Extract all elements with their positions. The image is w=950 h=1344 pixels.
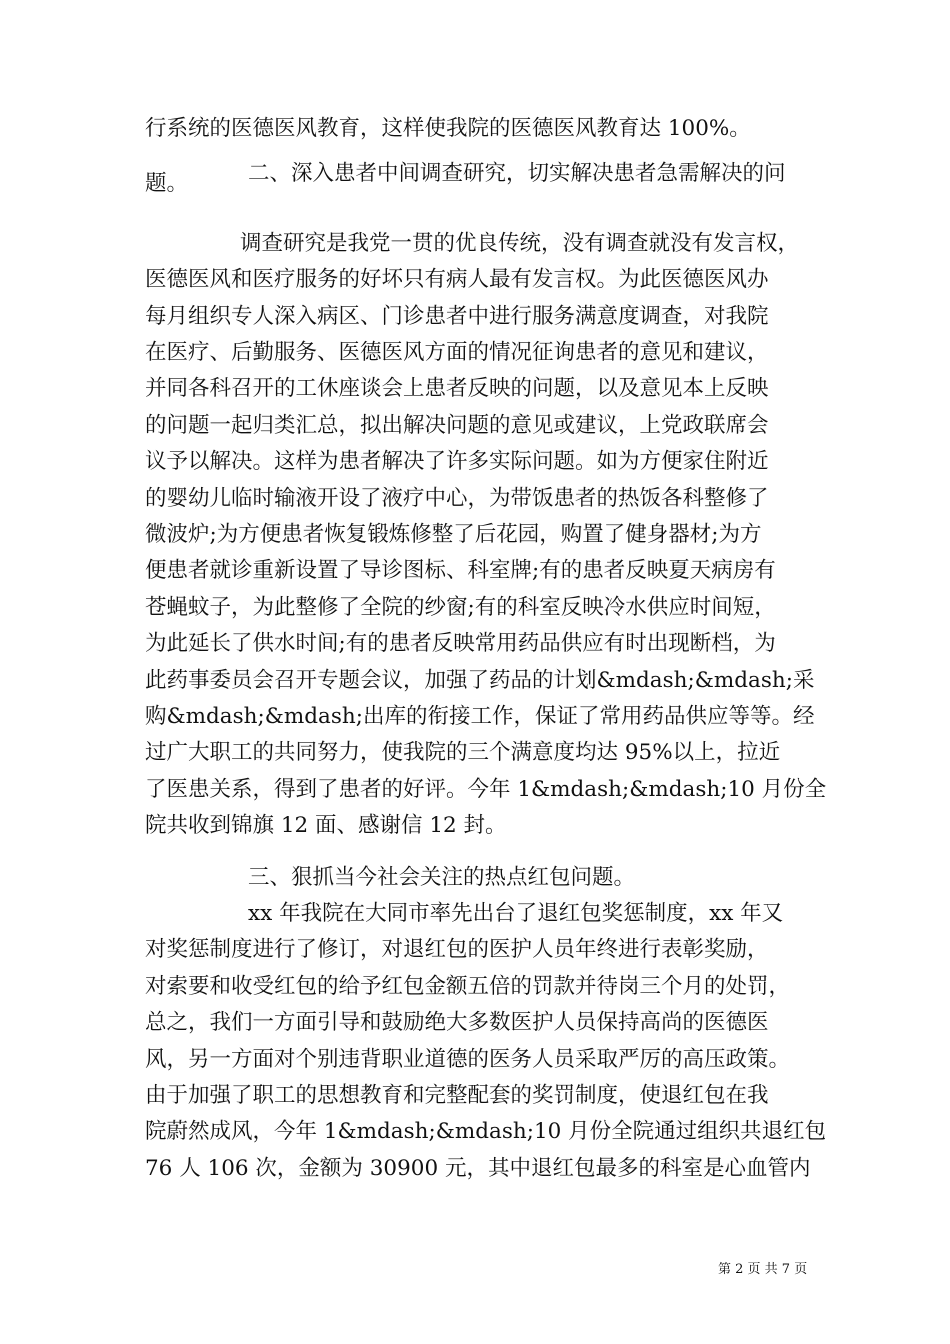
section-heading: 三、狠抓当今社会关注的热点红包问题。 (248, 865, 636, 890)
text-line: 76 人 106 次，金额为 30900 元，其中退红包最多的科室是心血管内 (145, 1156, 811, 1181)
text-line: 的婴幼儿临时输液开设了液疗中心，为带饭患者的热饭各科整修了 (145, 486, 769, 511)
text-line: 微波炉;为方便患者恢复锻炼修整了后花园，购置了健身器材;为方 (145, 522, 762, 547)
text-line: 议予以解决。这样为患者解决了许多实际问题。如为方便家住附近 (145, 449, 769, 474)
paragraph-first-line: 调查研究是我党一贯的优良传统，没有调查就没有发言权， (240, 231, 800, 256)
paragraph-first-line: xx 年我院在大同市率先出台了退红包奖惩制度，xx 年又 (248, 901, 784, 926)
text-line: 风，另一方面对个别违背职业道德的医务人员采取严厉的高压政策。 (145, 1047, 791, 1072)
text-line: 院共收到锦旗 12 面、感谢信 12 封。 (145, 813, 507, 838)
text-line: 行系统的医德医风教育，这样使我院的医德医风教育达 100%。 (145, 116, 751, 141)
text-line: 过广大职工的共同努力，使我院的三个满意度均达 95%以上，拉近 (145, 740, 781, 765)
text-line: 并同各科召开的工休座谈会上患者反映的问题，以及意见本上反映 (145, 376, 769, 401)
text-line: 题。 (145, 171, 189, 196)
text-line: 便患者就诊重新设置了导诊图标、科室牌;有的患者反映夏天病房有 (145, 558, 776, 583)
text-line: 每月组织专人深入病区、门诊患者中进行服务满意度调查，对我院 (145, 304, 769, 329)
text-line: 购&mdash;&mdash;出库的衔接工作，保证了常用药品供应等等。经 (145, 704, 815, 729)
section-heading: 二、深入患者中间调查研究，切实解决患者急需解决的问 (248, 161, 786, 186)
text-line: 此药事委员会召开专题会议，加强了药品的计划&mdash;&mdash;采 (145, 668, 815, 693)
text-line: 医德医风和医疗服务的好坏只有病人最有发言权。为此医德医风办 (145, 267, 769, 292)
text-line: 了医患关系，得到了患者的好评。今年 1&mdash;&mdash;10 月份全 (145, 777, 827, 802)
page-number: 第 2 页 共 7 页 (718, 1262, 808, 1277)
text-line: 为此延长了供水时间;有的患者反映常用药品供应有时出现断档，为 (145, 631, 776, 656)
text-line: 由于加强了职工的思想教育和完整配套的奖罚制度，使退红包在我 (145, 1083, 769, 1108)
text-line: 院蔚然成风，今年 1&mdash;&mdash;10 月份全院通过组织共退红包 (145, 1119, 827, 1144)
text-line: 对奖惩制度进行了修订，对退红包的医护人员年终进行表彰奖励， (145, 937, 769, 962)
text-line: 苍蝇蚊子，为此整修了全院的纱窗;有的科室反映冷水供应时间短， (145, 595, 776, 620)
text-line: 对索要和收受红包的给予红包金额五倍的罚款并待岗三个月的处罚， (145, 974, 791, 999)
text-line: 总之，我们一方面引导和鼓励绝大多数医护人员保持高尚的医德医 (145, 1010, 769, 1035)
text-line: 在医疗、后勤服务、医德医风方面的情况征询患者的意见和建议， (145, 340, 769, 365)
text-line: 的问题一起归类汇总，拟出解决问题的意见或建议，上党政联席会 (145, 413, 769, 438)
